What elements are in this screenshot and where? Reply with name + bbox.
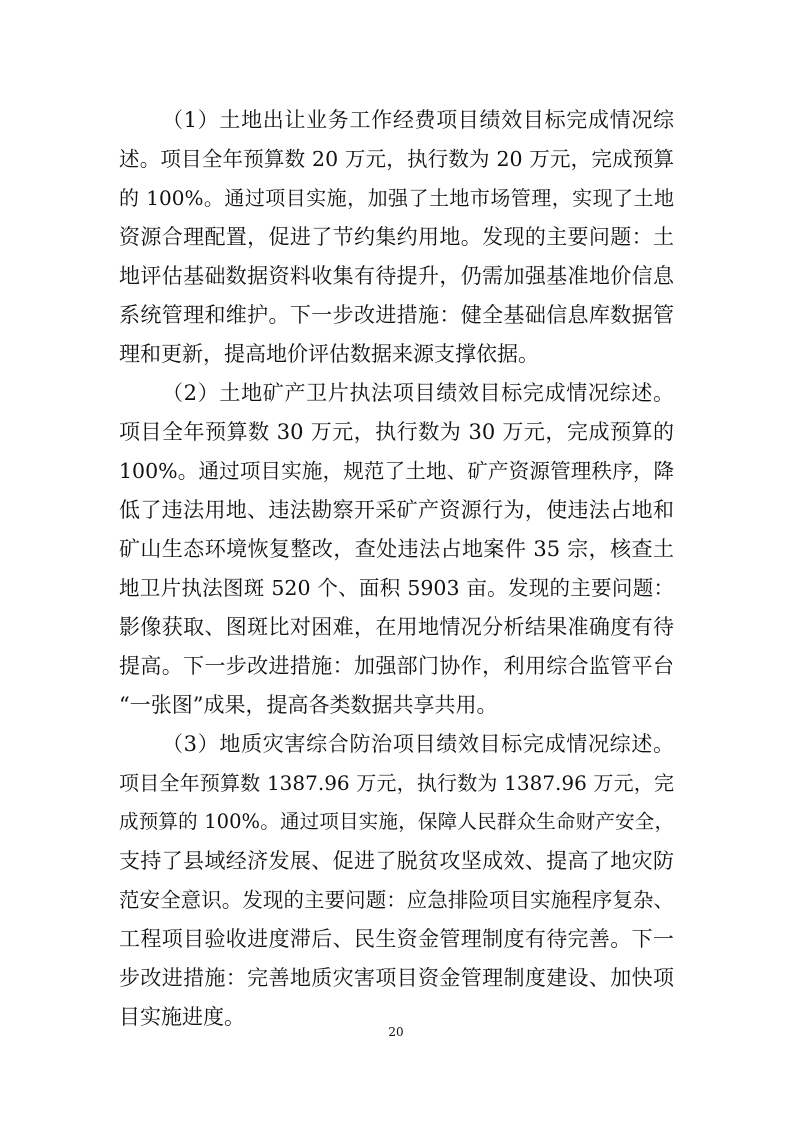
text-line: 工程项目验收进度滞后、民生资金管理制度有待完善。下一 (119, 927, 674, 951)
text-line: 支持了县域经济发展、促进了脱贫攻坚成效、提高了地灾防 (119, 849, 674, 873)
text-line: 矿山生态环境恢复整改，查处违法占地案件 35 宗，核查土 (119, 537, 674, 561)
text-line: “一张图”成果，提高各类数据共享共用。 (119, 693, 498, 717)
text-line: 范安全意识。发现的主要问题：应急排险项目实施程序复杂、 (119, 888, 674, 912)
text-line: 成预算的 100%。通过项目实施，保障人民群众生命财产安全， (119, 810, 674, 833)
text-line: 目实施进度。 (119, 1005, 245, 1029)
text-line: 项目全年预算数 30 万元，执行数为 30 万元，完成预算的 (119, 420, 674, 444)
page-number: 20 (388, 1025, 404, 1039)
text-line: （1）土地出让业务工作经费项目绩效目标完成情况综 (162, 108, 674, 132)
text-line: 100%。通过项目实施，规范了土地、矿产资源管理秩序，降 (119, 459, 674, 483)
text-line: 低了违法用地、违法勘察开采矿产资源行为，使违法占地和 (119, 498, 674, 522)
text-line: 理和更新，提高地价评估数据来源支撑依据。 (119, 342, 539, 366)
text-line: 述。项目全年预算数 20 万元，执行数为 20 万元，完成预算 (119, 147, 674, 171)
text-line: 地卫片执法图斑 520 个、面积 5903 亩。发现的主要问题： (119, 576, 674, 600)
text-line: 地评估基础数据资料收集有待提升，仍需加强基准地价信息 (119, 264, 674, 288)
text-line: 系统管理和维护。下一步改进措施：健全基础信息库数据管 (119, 303, 674, 327)
text-line: 影像获取、图斑比对困难，在用地情况分析结果准确度有待 (119, 615, 674, 639)
text-line: 项目全年预算数 1387.96 万元，执行数为 1387.96 万元，完 (119, 771, 674, 795)
text-line: 提高。下一步改进措施：加强部门协作，利用综合监管平台 (119, 654, 674, 678)
text-line: 步改进措施：完善地质灾害项目资金管理制度建设、加快项 (119, 966, 674, 990)
text-line: 的 100%。通过项目实施，加强了土地市场管理，实现了土地 (119, 186, 674, 210)
text-line: （2）土地矿产卫片执法项目绩效目标完成情况综述。 (162, 381, 674, 405)
text-line: （3）地质灾害综合防治项目绩效目标完成情况综述。 (162, 732, 674, 756)
text-line: 资源合理配置，促进了节约集约用地。发现的主要问题：土 (119, 225, 674, 249)
